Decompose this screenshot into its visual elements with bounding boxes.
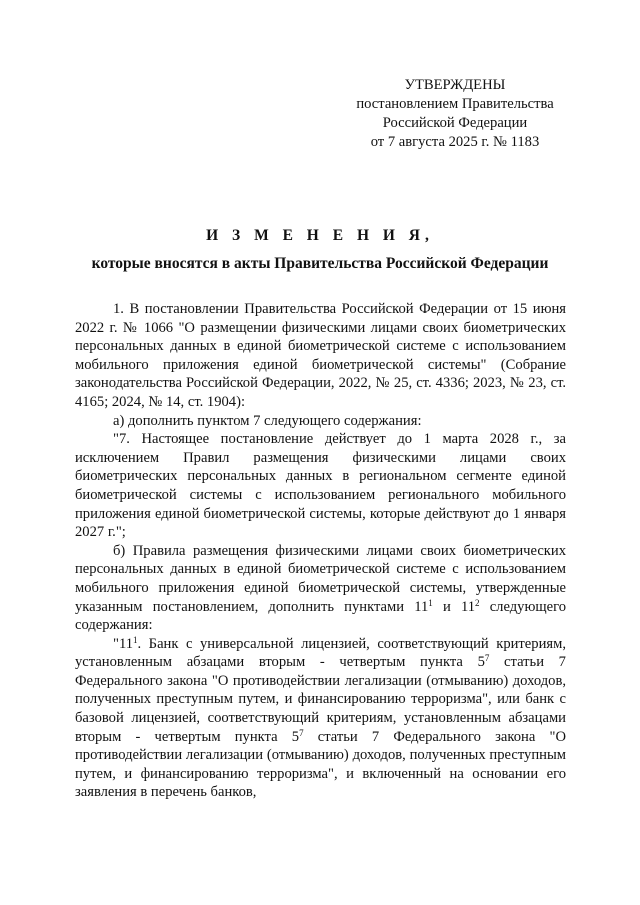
- superscript: 7: [484, 653, 490, 664]
- document-subtitle: которые вносятся в акты Правительства Российской Федерации: [91, 255, 549, 272]
- paragraph-2: а) дополнить пунктом 7 следующего содержания:: [113, 412, 422, 429]
- paragraph-3: "7. Настоящее постановление действует до 1 марта 2028 г., за исключением Правил размещения физическими лицами своих биометрических персональных данных в региональном сегменте единой биометрической системы с использованием регионального мобильного приложения единой биометрической системы, которые действуют до 1 января 2027 г.";: [75, 431, 566, 541]
- paragraph-1: 1. В постановлении Правительства Российской Федерации от 15 июня 2022 г. № 1066 "О размещении физическими лицами своих биометрических персональных данных в единой биометрической системе с использованием мобильного приложения единой биометрической системы" (Собрание законодательства Российской Федерации, 2022, № 25, ст. 4336; 2023, № 23, ст. 4165; 2024, № 14, ст. 1904):: [75, 301, 566, 410]
- approval-line-2: Российской Федерации: [382, 115, 528, 131]
- approval-block: [330, 76, 580, 152]
- paragraph-5-text-b: . Банк с универсальной лицензией, соответствующий критериям, установленным абзацами вторым - четвертым пункта 5: [75, 635, 566, 671]
- paragraph-4-text-b: и 11: [432, 598, 476, 615]
- paragraph-4-text-c: следующего содержания:: [75, 598, 566, 634]
- document-body: [75, 300, 566, 802]
- superscript: 7: [299, 727, 304, 738]
- paragraph-5-text-d: статьи 7 Федерального закона "О противодействии легализации (отмыванию) доходов, полученных преступным путем, и финансированию терроризма", и включенный на основании его заявления в перечень банков,: [75, 728, 566, 801]
- paragraph-5-text-a: "11: [113, 635, 134, 652]
- approval-line-3: от 7 августа 2025 г. № 1183: [370, 134, 540, 150]
- approval-line-1: постановлением Правительства: [356, 96, 554, 112]
- superscript: 1: [428, 597, 433, 608]
- document-heading: [60, 222, 580, 278]
- paragraph-5-text-c: статьи 7 Федерального закона "О противодействии легализации (отмыванию) доходов, полученных преступным путем, и финансированию терроризма", или банк с базовой лицензией, соответствующий критериям, установленным абзацами вторым - четвертым пункта 5: [75, 654, 566, 745]
- superscript: 1: [133, 634, 138, 645]
- paragraph-5: [75, 635, 566, 802]
- superscript: 2: [475, 597, 480, 608]
- approval-title: УТВЕРЖДЕНЫ: [404, 77, 506, 93]
- paragraph-4-text-a: б) Правила размещения физическими лицами своих биометрических персональных данных в единой биометрической системе с использованием мобильного приложения единой биометрической системы, утвержденные указанным постановлением, дополнить пунктами 11: [75, 542, 566, 615]
- document-title: И З М Е Н Е Н И Я,: [206, 227, 434, 244]
- paragraph-4: [75, 542, 566, 635]
